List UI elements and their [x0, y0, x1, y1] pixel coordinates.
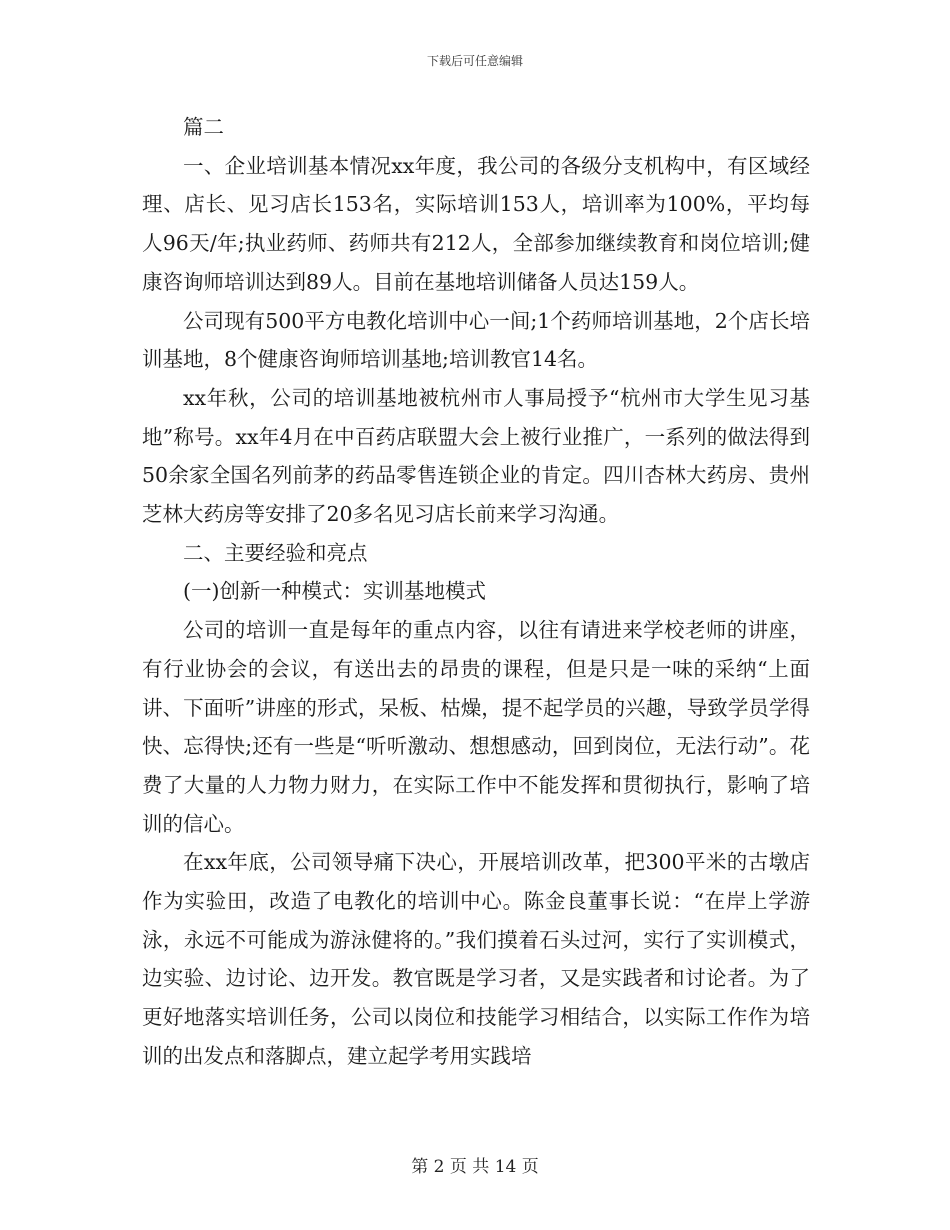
page-header: 下载后可任意编辑 — [426, 54, 523, 68]
document-body — [142, 108, 810, 1076]
paragraph: 公司的培训一直是每年的重点内容，以往有请进来学校老师的讲座，有行业协会的会议，有送出去的昂贵的课程，但是只是一味的采纳“上面讲、下面听”讲座的形式，呆板、枯燥，提不起学员的兴趣，导致学员学得快、忘得快;还有一些是“听听激动、想想感动，回到岗位，无法行动”。花费了大量的人力物力财力，在实际工作中不能发挥和贯彻执行，影响了培训的信心。 — [142, 618, 810, 836]
subheading: (一)创新一种模式：实训基地模式 — [183, 579, 486, 604]
section-title: 篇二 — [183, 115, 224, 139]
paragraph: 一、企业培训基本情况xx年度，我公司的各级分支机构中，有区域经理、店长、见习店长153名，实际培训153人，培训率为100%，平均每人96天/年;执业药师、药师共有212人，全部参加继续教育和岗位培训;健康咨询师培训达到89人。目前在基地培训储备人员达159人。 — [142, 153, 810, 294]
paragraph: 公司现有500平方电教化培训中心一间;1个药师培训基地，2个店长培训基地，8个健康咨询师培训基地;培训教官14名。 — [142, 308, 810, 372]
paragraph: xx年秋，公司的培训基地被杭州市人事局授予“杭州市大学生见习基地”称号。xx年4月在中百药店联盟大会上被行业推广，一系列的做法得到50余家全国名列前茅的药品零售连锁企业的肯定。四川杏林大药房、贵州芝林大药房等安排了20多名见习店长前来学习沟通。 — [142, 385, 810, 527]
paragraph: 在xx年底，公司领导痛下决心，开展培训改革，把300平米的古墩店作为实验田，改造了电教化的培训中心。陈金良董事长说：“在岸上学游泳，永远不可能成为游泳健将的。”我们摸着石头过河，实行了实训模式，边实验、边讨论、边开发。教官既是学习者，又是实践者和讨论者。为了更好地落实培训任务，公司以岗位和技能学习相结合，以实际工作作为培训的出发点和落脚点，建立起学考用实践培 — [142, 850, 810, 1068]
subheading: 二、主要经验和亮点 — [183, 540, 368, 565]
page-number: 第 2 页 共 14 页 — [411, 1157, 539, 1177]
